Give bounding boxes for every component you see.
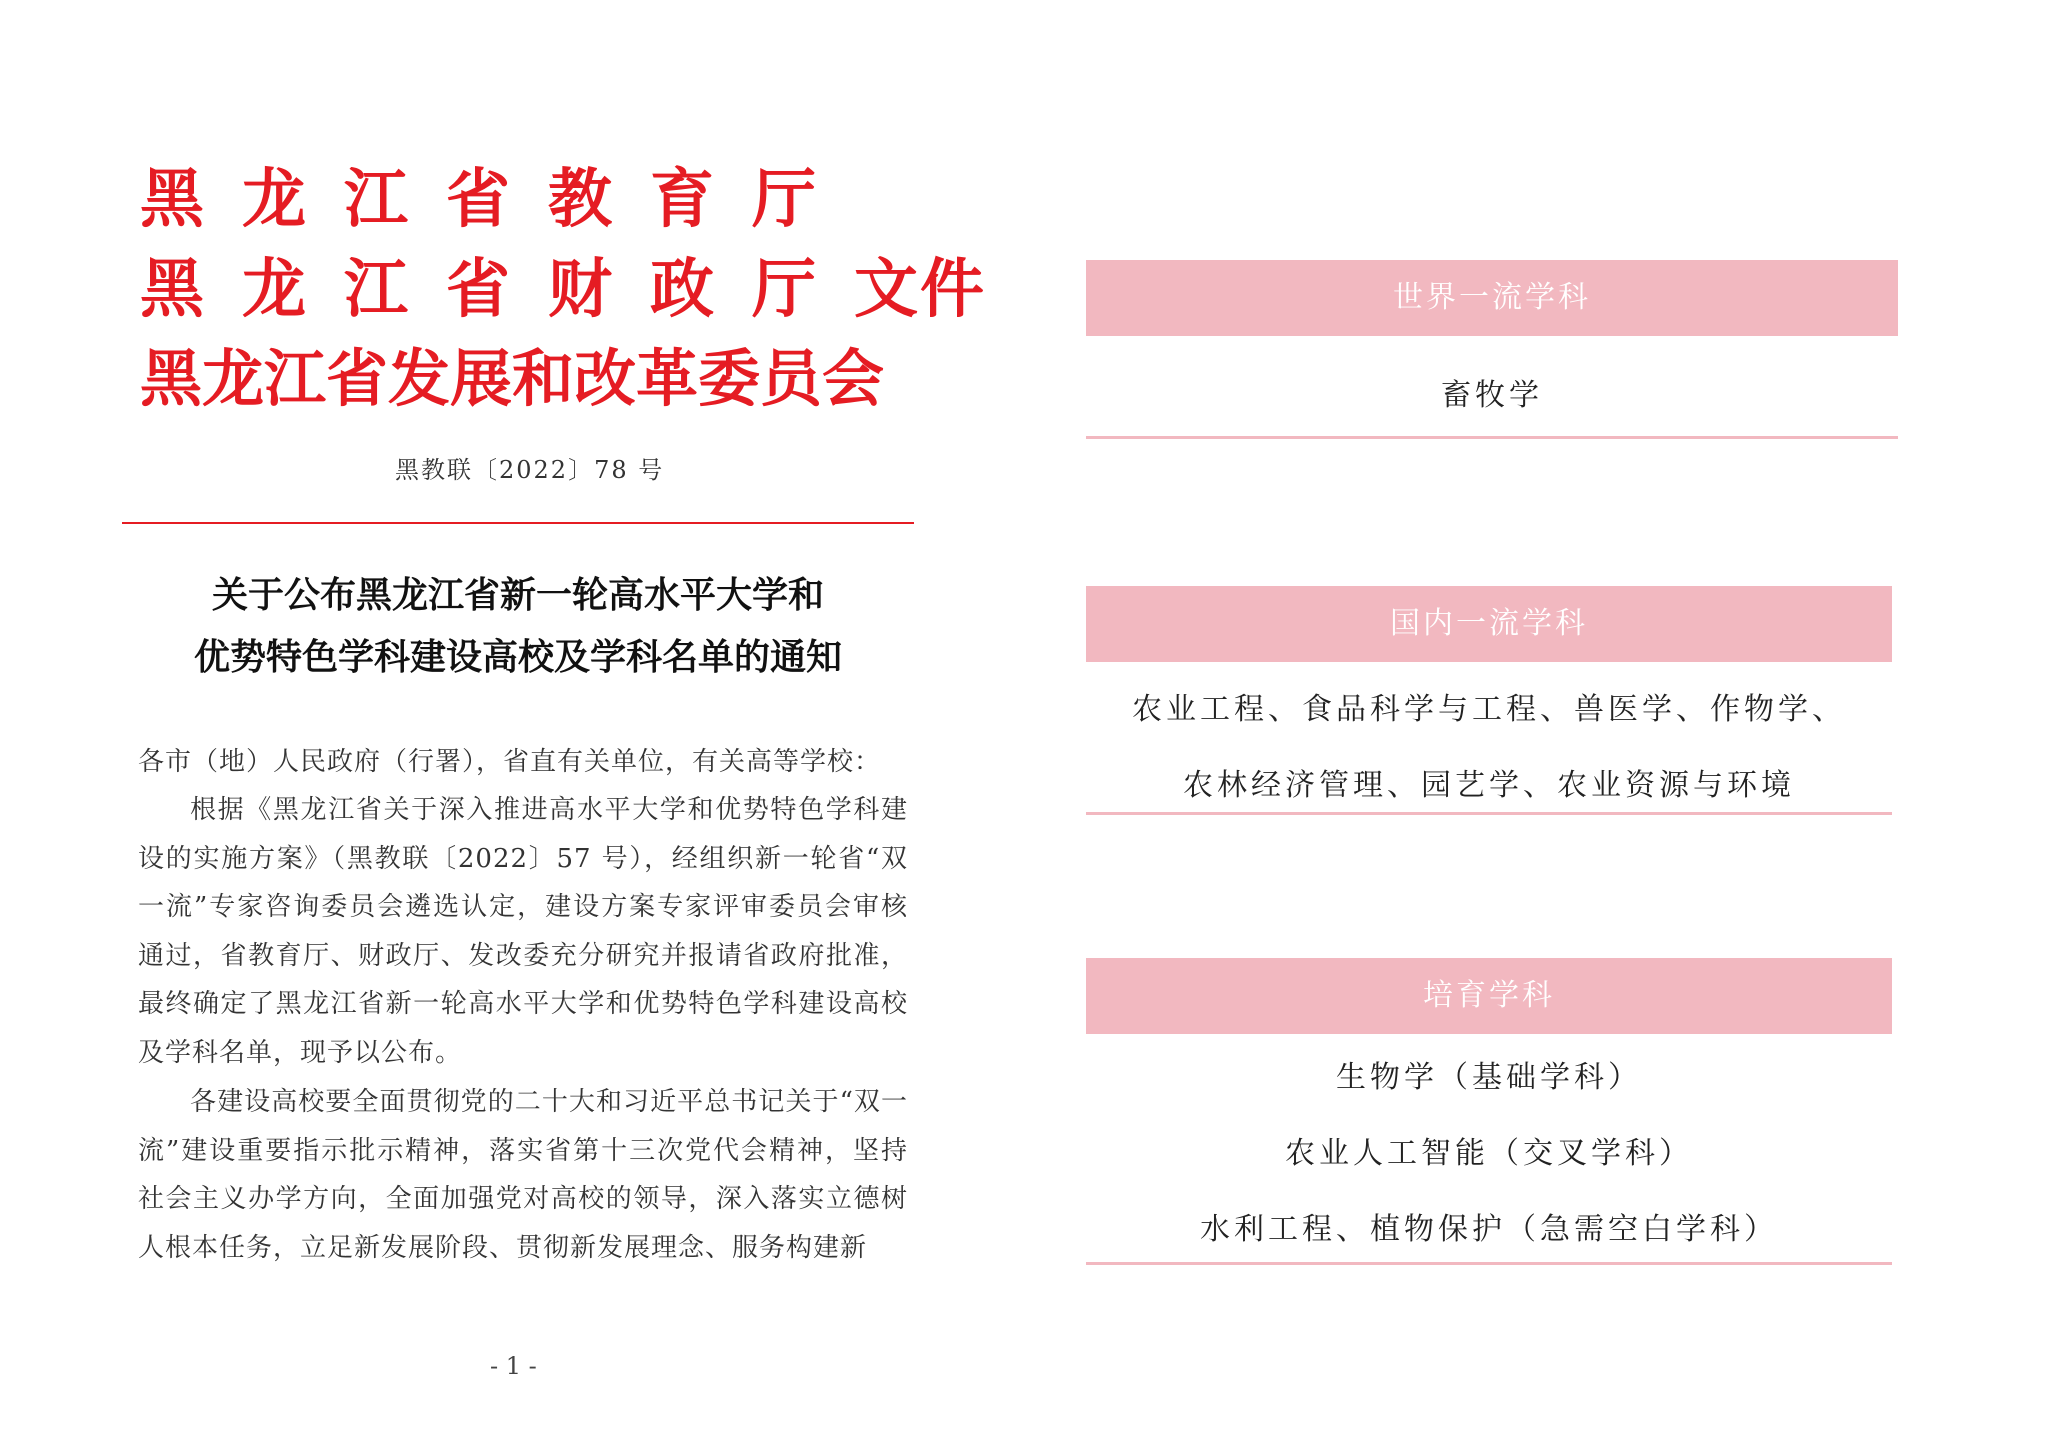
section-divider xyxy=(1086,812,1892,815)
notice-title-line2: 优势特色学科建设高校及学科名单的通知 xyxy=(193,636,842,678)
body-paragraph-2-text: 各建设高校要全面贯彻党的二十大和习近平总书记关于“双一流”建设重要指示批示精神，落实省第十三次党代会精神，坚持社会主义办学方向，全面加强党对高校的领导，深入落实立德树人根本任务，立足新发展阶段、贯彻新发展理念、服务构建新 xyxy=(138,1087,908,1263)
section-divider xyxy=(1086,1262,1892,1265)
notice-title-line1: 关于公布黑龙江省新一轮高水平大学和 xyxy=(211,574,824,616)
section-heading-world-class: 世界一流学科 xyxy=(1086,260,1898,336)
domestic-class-item: 农业工程、食品科学与工程、兽医学、作物学、 xyxy=(1132,692,1846,727)
salutation xyxy=(138,738,908,787)
section-divider xyxy=(1086,436,1898,439)
header-line-finance-main: 黑龙江省财政厅 xyxy=(140,252,854,327)
header-red-rule xyxy=(122,522,914,524)
cultivating-item: 水利工程、植物保护（急需空白学科） xyxy=(1200,1212,1778,1247)
section-heading-domestic-class: 国内一流学科 xyxy=(1086,586,1892,662)
section-heading-cultivating: 培育学科 xyxy=(1086,958,1892,1034)
header-line-development-commission: 黑龙江省发展和改革委员会 xyxy=(140,342,885,415)
body-paragraph-1 xyxy=(138,786,908,1077)
cultivating-item: 生物学（基础学科） xyxy=(1336,1060,1642,1095)
header-line-finance-dept xyxy=(140,252,986,327)
cultivating-item: 农业人工智能（交叉学科） xyxy=(1285,1136,1693,1171)
body-paragraph-2 xyxy=(138,1078,908,1272)
page-number: - 1 - xyxy=(490,1352,537,1380)
domestic-class-item: 农林经济管理、园艺学、农业资源与环境 xyxy=(1183,768,1795,803)
salutation-text: 各市（地）人民政府（行署），省直有关单位，有关高等学校： xyxy=(138,747,882,777)
header-line-education-dept: 黑龙江省教育厅 xyxy=(140,162,854,237)
header-line-finance-tail: 文件 xyxy=(854,252,986,327)
document-number: 黑教联〔2022〕78 号 xyxy=(395,456,665,484)
right-page xyxy=(1024,0,2048,1448)
world-class-item: 畜牧学 xyxy=(1441,378,1543,413)
body-paragraph-1-text: 根据《黑龙江省关于深入推进高水平大学和优势特色学科建设的实施方案》（黑教联〔2022〕57 号），经组织新一轮省“双一流”专家咨询委员会遴选认定，建设方案专家评审委员会审核通过，省教育厅、财政厅、发改委充分研究并报请省政府批准，最终确定了黑龙江省新一轮高水平大学和优势特色学科建设高校及学科名单，现予以公布。 xyxy=(138,795,908,1068)
